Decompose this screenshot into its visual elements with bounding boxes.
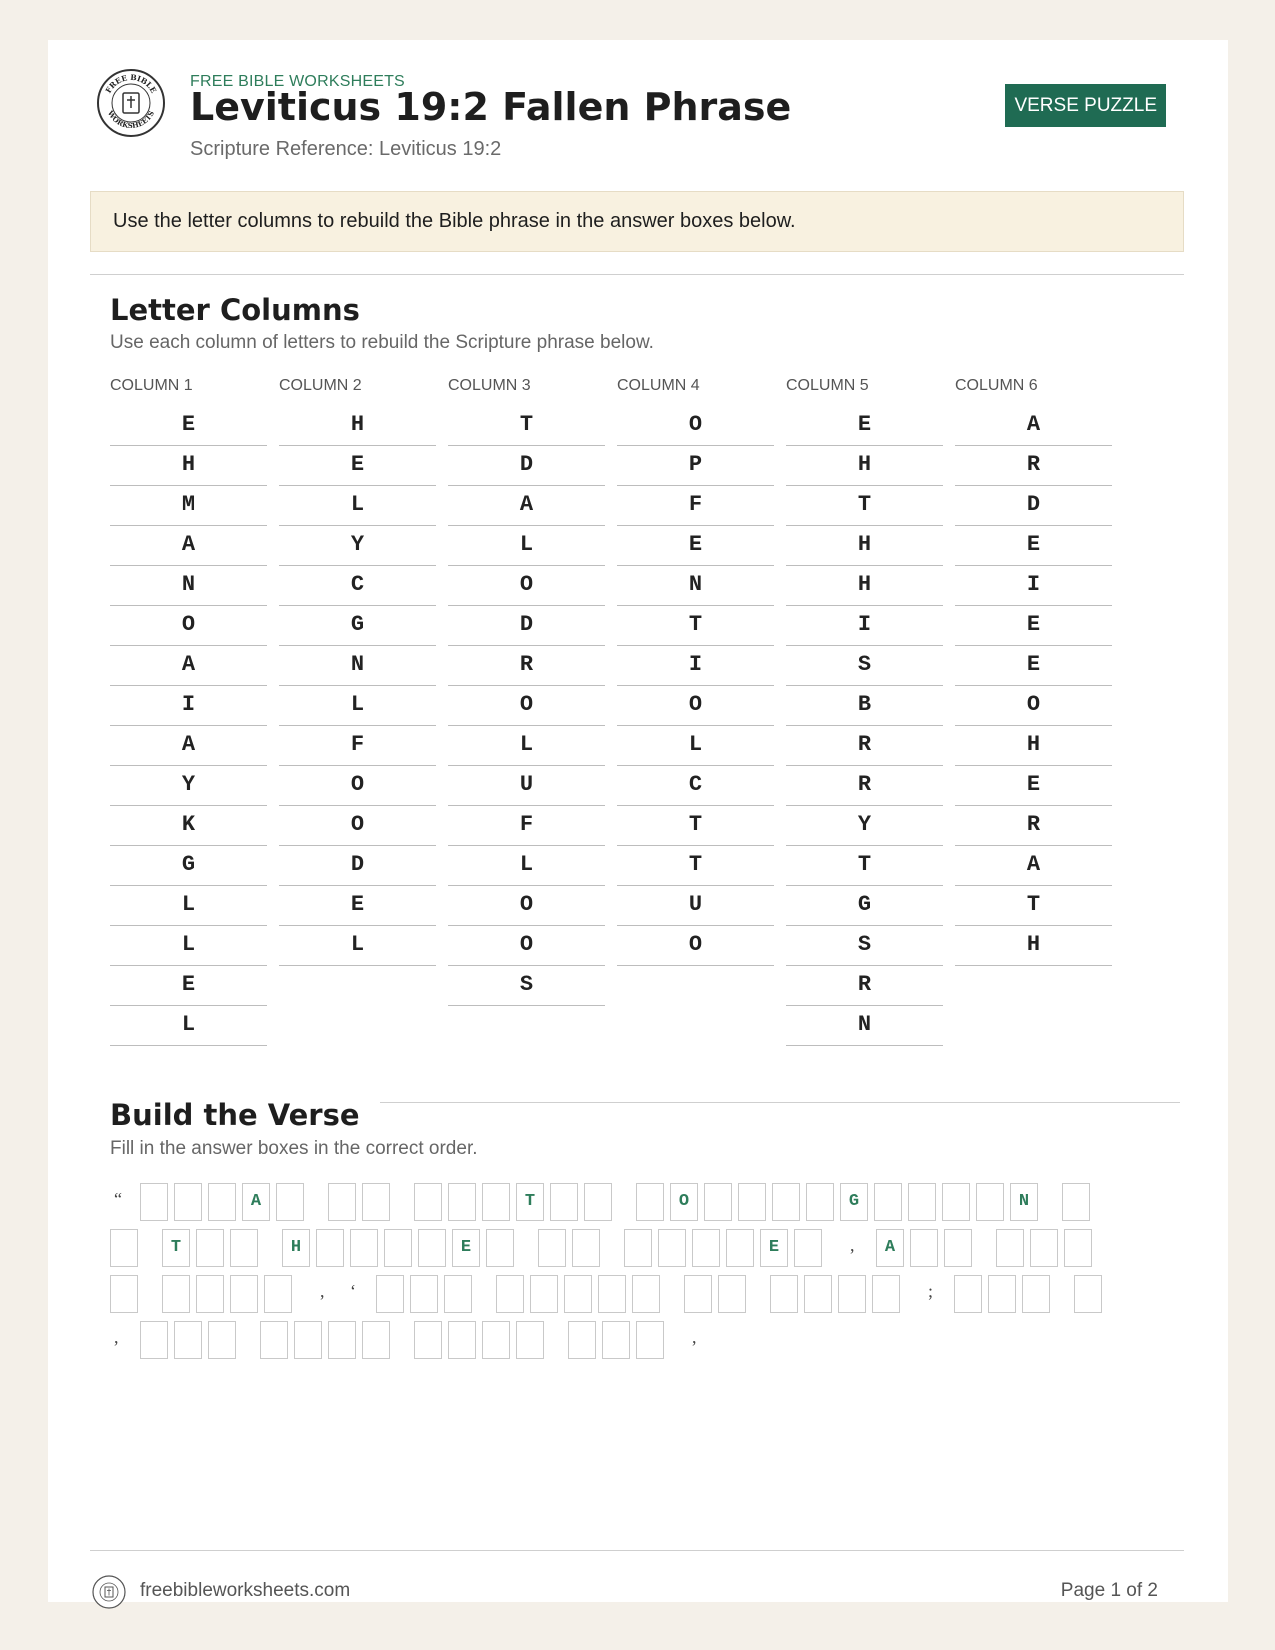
answer-box[interactable]: [208, 1183, 236, 1221]
page-title: Leviticus 19:2 Fallen Phrase: [190, 85, 792, 129]
column-letter: A: [448, 486, 605, 526]
column-letter: U: [617, 886, 774, 926]
column-letter: H: [786, 446, 943, 486]
column-letter: A: [955, 846, 1112, 886]
column-letter: H: [279, 406, 436, 446]
column-letter: N: [110, 566, 267, 606]
answer-box[interactable]: [328, 1183, 356, 1221]
answer-box[interactable]: [110, 1229, 138, 1267]
answer-box[interactable]: [942, 1183, 970, 1221]
letter-columns-heading: Letter Columns: [110, 293, 360, 327]
column-letter: F: [448, 806, 605, 846]
scripture-reference: Scripture Reference: Leviticus 19:2: [190, 138, 502, 160]
answer-box[interactable]: [328, 1321, 356, 1359]
answer-box[interactable]: [874, 1183, 902, 1221]
answer-box[interactable]: [174, 1183, 202, 1221]
column-letter: E: [110, 406, 267, 446]
column-letter: L: [279, 686, 436, 726]
answer-box[interactable]: [174, 1321, 202, 1359]
letter-column: [448, 378, 605, 1006]
column-letter: T: [617, 806, 774, 846]
column-letter: R: [786, 766, 943, 806]
answer-box[interactable]: [636, 1321, 664, 1359]
answer-box[interactable]: [350, 1229, 378, 1267]
column-letter: O: [279, 806, 436, 846]
column-letter: A: [110, 726, 267, 766]
answer-box[interactable]: [996, 1229, 1024, 1267]
answer-box-given: N: [1010, 1183, 1038, 1221]
page-number: Page 1 of 2: [1060, 1580, 1158, 1601]
verse-punctuation: ,: [320, 1281, 325, 1301]
answer-box[interactable]: [376, 1275, 404, 1313]
column-letter: Y: [110, 766, 267, 806]
column-letter: I: [955, 566, 1112, 606]
answer-box[interactable]: [624, 1229, 652, 1267]
answer-box[interactable]: [260, 1321, 288, 1359]
column-letter: H: [955, 926, 1112, 966]
answer-box[interactable]: [794, 1229, 822, 1267]
answer-box[interactable]: [110, 1275, 138, 1313]
answer-box[interactable]: [538, 1229, 566, 1267]
answer-box[interactable]: [444, 1275, 472, 1313]
answer-box[interactable]: [568, 1321, 596, 1359]
answer-box-given: E: [452, 1229, 480, 1267]
answer-box[interactable]: [738, 1183, 766, 1221]
answer-box[interactable]: [414, 1183, 442, 1221]
answer-box[interactable]: [838, 1275, 866, 1313]
verse-puzzle-badge[interactable]: VERSE PUZZLE: [1005, 84, 1166, 127]
column-letter: H: [955, 726, 1112, 766]
answer-box[interactable]: [140, 1183, 168, 1221]
column-letter: R: [448, 646, 605, 686]
column-label: COLUMN 5: [786, 377, 869, 394]
answer-box[interactable]: [598, 1275, 626, 1313]
answer-box[interactable]: [1022, 1275, 1050, 1313]
column-letter: R: [955, 446, 1112, 486]
letter-column: [279, 378, 436, 966]
column-letter: E: [617, 526, 774, 566]
answer-box[interactable]: [196, 1275, 224, 1313]
column-letter: L: [617, 726, 774, 766]
answer-box[interactable]: [770, 1275, 798, 1313]
answer-box[interactable]: [564, 1275, 592, 1313]
column-letter: L: [110, 1006, 267, 1046]
verse-punctuation: ,: [692, 1327, 697, 1347]
answer-box[interactable]: [140, 1321, 168, 1359]
column-label: COLUMN 4: [617, 377, 700, 394]
column-letter: D: [448, 446, 605, 486]
column-letter: F: [279, 726, 436, 766]
verse-punctuation: ,: [850, 1235, 855, 1255]
answer-box[interactable]: [692, 1229, 720, 1267]
answer-box-given: A: [876, 1229, 904, 1267]
column-letter: L: [110, 886, 267, 926]
brand-name: FREE BIBLE WORKSHEETS: [190, 73, 405, 90]
column-letter: O: [617, 926, 774, 966]
column-letter: O: [955, 686, 1112, 726]
column-letter: E: [955, 606, 1112, 646]
answer-box[interactable]: [772, 1183, 800, 1221]
answer-box[interactable]: [264, 1275, 292, 1313]
footer-logo-icon: [92, 1575, 126, 1609]
column-letter: T: [617, 606, 774, 646]
letter-column: [955, 378, 1112, 966]
worksheet-page: [48, 40, 1228, 1602]
footer-site-link[interactable]: freebibleworksheets.com: [140, 1580, 351, 1601]
answer-box[interactable]: [954, 1275, 982, 1313]
answer-box[interactable]: [516, 1321, 544, 1359]
column-letter: D: [955, 486, 1112, 526]
column-letter: O: [448, 886, 605, 926]
answer-box[interactable]: [1062, 1183, 1090, 1221]
letter-column: [110, 378, 267, 1046]
column-letter: G: [110, 846, 267, 886]
build-verse-heading: Build the Verse: [110, 1098, 360, 1132]
build-verse-subheading: Fill in the answer boxes in the correct order.: [110, 1138, 478, 1159]
answer-box[interactable]: [636, 1183, 664, 1221]
verse-punctuation: “: [114, 1189, 122, 1209]
column-letter: A: [110, 526, 267, 566]
answer-box[interactable]: [362, 1183, 390, 1221]
column-letter: F: [617, 486, 774, 526]
column-letter: R: [786, 726, 943, 766]
column-letter: L: [448, 726, 605, 766]
column-letter: T: [955, 886, 1112, 926]
verse-punctuation: ‘: [350, 1281, 356, 1301]
answer-box[interactable]: [414, 1321, 442, 1359]
answer-box[interactable]: [1030, 1229, 1058, 1267]
column-letter: G: [279, 606, 436, 646]
column-letter: N: [617, 566, 774, 606]
answer-box-given: E: [760, 1229, 788, 1267]
answer-box[interactable]: [976, 1183, 1004, 1221]
column-letter: E: [955, 646, 1112, 686]
column-letter: H: [786, 566, 943, 606]
column-letter: O: [448, 926, 605, 966]
column-letter: O: [617, 406, 774, 446]
column-letter: Y: [786, 806, 943, 846]
column-label: COLUMN 1: [110, 377, 193, 394]
column-letter: B: [786, 686, 943, 726]
column-letter: O: [110, 606, 267, 646]
column-letter: G: [786, 886, 943, 926]
answer-box[interactable]: [482, 1183, 510, 1221]
column-label: COLUMN 2: [279, 377, 362, 394]
answer-box[interactable]: [806, 1183, 834, 1221]
column-letter: L: [448, 846, 605, 886]
answer-box[interactable]: [632, 1275, 660, 1313]
section-divider: [90, 274, 1184, 275]
answer-box-given: H: [282, 1229, 310, 1267]
section-divider: [380, 1102, 1180, 1103]
column-letter: O: [448, 566, 605, 606]
verse-punctuation: ,: [114, 1327, 119, 1347]
column-letter: L: [110, 926, 267, 966]
column-letter: C: [279, 566, 436, 606]
answer-box[interactable]: [196, 1229, 224, 1267]
answer-box[interactable]: [726, 1229, 754, 1267]
answer-box[interactable]: [384, 1229, 412, 1267]
answer-box[interactable]: [658, 1229, 686, 1267]
answer-box-given: O: [670, 1183, 698, 1221]
worksheet-logo-icon: [96, 68, 166, 138]
column-letter: L: [279, 926, 436, 966]
answer-box-given: T: [516, 1183, 544, 1221]
answer-box[interactable]: [550, 1183, 578, 1221]
letter-columns-subheading: Use each column of letters to rebuild the Scripture phrase below.: [110, 332, 654, 353]
column-letter: M: [110, 486, 267, 526]
column-letter: H: [110, 446, 267, 486]
column-letter: Y: [279, 526, 436, 566]
answer-box[interactable]: [486, 1229, 514, 1267]
answer-box[interactable]: [530, 1275, 558, 1313]
answer-box[interactable]: [208, 1321, 236, 1359]
column-letter: E: [955, 526, 1112, 566]
column-letter: T: [617, 846, 774, 886]
answer-box[interactable]: [316, 1229, 344, 1267]
answer-box[interactable]: [1074, 1275, 1102, 1313]
column-letter: S: [786, 646, 943, 686]
column-letter: T: [448, 406, 605, 446]
column-letter: E: [110, 966, 267, 1006]
column-letter: N: [786, 1006, 943, 1046]
answer-box-given: A: [242, 1183, 270, 1221]
column-letter: R: [955, 806, 1112, 846]
letter-column: [617, 378, 774, 966]
answer-box[interactable]: [602, 1321, 630, 1359]
svg-text:FREE BIBLE: FREE BIBLE: [103, 72, 159, 95]
column-letter: T: [786, 846, 943, 886]
column-letter: L: [448, 526, 605, 566]
answer-box[interactable]: [684, 1275, 712, 1313]
footer-divider: [90, 1550, 1184, 1551]
answer-box[interactable]: [704, 1183, 732, 1221]
answer-box[interactable]: [718, 1275, 746, 1313]
svg-text:WORKSHEETS: WORKSHEETS: [105, 109, 156, 131]
answer-box[interactable]: [362, 1321, 390, 1359]
column-letter: S: [786, 926, 943, 966]
answer-box[interactable]: [482, 1321, 510, 1359]
column-letter: A: [110, 646, 267, 686]
column-letter: D: [279, 846, 436, 886]
answer-box[interactable]: [294, 1321, 322, 1359]
answer-box[interactable]: [572, 1229, 600, 1267]
answer-box[interactable]: [410, 1275, 438, 1313]
answer-box[interactable]: [418, 1229, 446, 1267]
column-letter: E: [955, 766, 1112, 806]
answer-box[interactable]: [230, 1229, 258, 1267]
column-label: COLUMN 6: [955, 377, 1038, 394]
column-letter: E: [786, 406, 943, 446]
answer-box[interactable]: [448, 1183, 476, 1221]
column-letter: K: [110, 806, 267, 846]
column-label: COLUMN 3: [448, 377, 531, 394]
answer-box[interactable]: [944, 1229, 972, 1267]
column-letter: R: [786, 966, 943, 1006]
answer-box[interactable]: [496, 1275, 524, 1313]
column-letter: L: [279, 486, 436, 526]
answer-box[interactable]: [230, 1275, 258, 1313]
column-letter: T: [786, 486, 943, 526]
answer-box[interactable]: [988, 1275, 1016, 1313]
answer-box[interactable]: [872, 1275, 900, 1313]
answer-box-given: G: [840, 1183, 868, 1221]
verse-punctuation: ;: [928, 1281, 934, 1301]
column-letter: N: [279, 646, 436, 686]
answer-box[interactable]: [276, 1183, 304, 1221]
column-letter: P: [617, 446, 774, 486]
column-letter: O: [617, 686, 774, 726]
column-letter: A: [955, 406, 1112, 446]
column-letter: O: [448, 686, 605, 726]
column-letter: C: [617, 766, 774, 806]
column-letter: I: [786, 606, 943, 646]
answer-box[interactable]: [162, 1275, 190, 1313]
answer-box-given: T: [162, 1229, 190, 1267]
column-letter: I: [617, 646, 774, 686]
column-letter: E: [279, 446, 436, 486]
column-letter: E: [279, 886, 436, 926]
answer-box[interactable]: [804, 1275, 832, 1313]
letter-column: [786, 378, 943, 1046]
answer-box[interactable]: [908, 1183, 936, 1221]
column-letter: D: [448, 606, 605, 646]
column-letter: I: [110, 686, 267, 726]
answer-box[interactable]: [1064, 1229, 1092, 1267]
column-letter: U: [448, 766, 605, 806]
answer-box[interactable]: [448, 1321, 476, 1359]
instructions-box: Use the letter columns to rebuild the Bible phrase in the answer boxes below.: [90, 191, 1184, 252]
answer-box[interactable]: [584, 1183, 612, 1221]
column-letter: S: [448, 966, 605, 1006]
column-letter: H: [786, 526, 943, 566]
column-letter: O: [279, 766, 436, 806]
answer-box[interactable]: [910, 1229, 938, 1267]
